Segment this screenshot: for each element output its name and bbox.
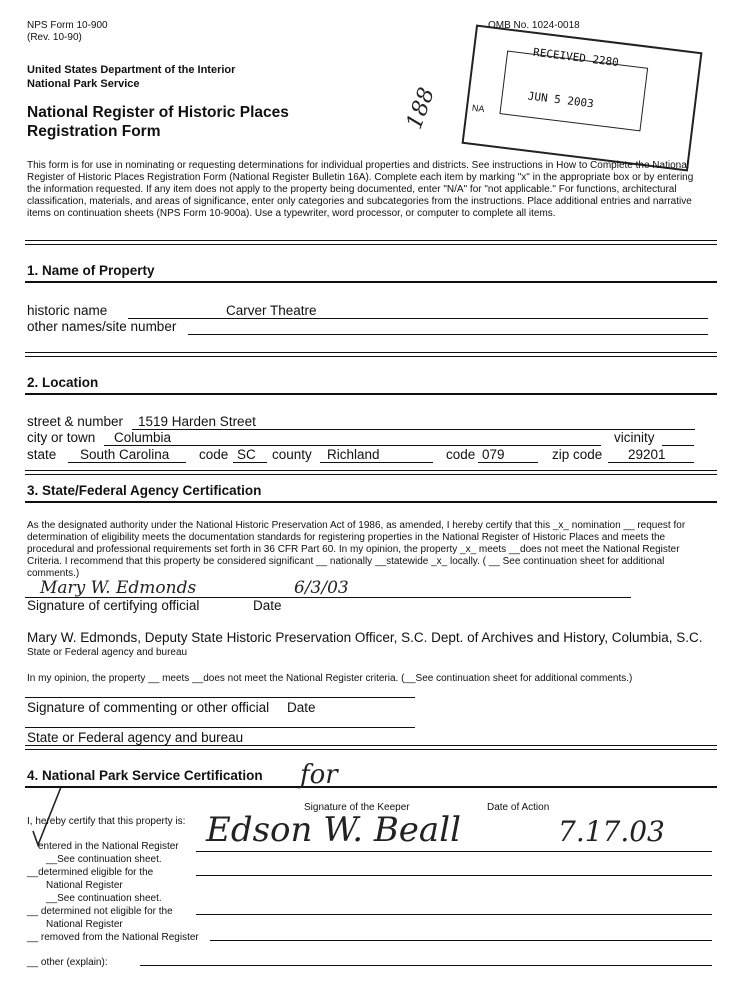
cert-line-5: comments.) [27,568,80,579]
removed-field[interactable] [210,940,712,941]
county-code-label: code [446,447,476,462]
city-label: city or town [27,430,96,445]
state-label: state [27,447,57,462]
divider [25,240,717,245]
action-date: 7.17.03 [558,815,665,848]
check-mark [30,785,64,847]
for-annotation: for [300,760,338,790]
state-code-label: code [199,447,229,462]
intro-line-1: This form is for use in nominating or requesting determinations for individual properties and districts. See instructions in How to Complete the National [27,160,689,171]
option-not-eligible: __ determined not eligible for the [27,906,173,917]
keeper-label: Signature of the Keeper [304,802,410,813]
other-field[interactable] [140,965,712,966]
zip-value[interactable]: 29201 [628,447,666,462]
certify-statement: I, hereby certify that this property is: [27,816,186,827]
omb-number: OMB No. 1024-0018 [488,20,580,31]
state-code-value[interactable]: SC [237,447,256,462]
option-eligible-register: National Register [46,880,123,891]
department: United States Department of the Interior [27,64,236,76]
commenting-signature-field[interactable] [25,697,415,698]
certifying-signature: Mary W. Edmonds [40,578,197,598]
stamp-nr: NA [471,102,486,115]
date-label: Date [253,598,282,613]
form-number: NPS Form 10-900 [27,20,108,31]
service: National Park Service [27,78,140,90]
option-not-eligible-register: National Register [46,919,123,930]
cert-line-2: determination of eligibility meets the documentation standards for registering properties in the National Register of Historic Places and meets the [27,532,666,543]
form-title: National Register of Historic Places [27,104,289,121]
action-date-label: Date of Action [487,802,550,813]
cert-line-3: procedural and professional requirements set forth in 36 CFR Part 60. In my opinion, the property _x_ meets __does not meet the National Register [27,544,680,555]
historic-name-label: historic name [27,303,108,318]
section-3-heading: 3. State/Federal Agency Certification [27,483,262,498]
intro-line-5: items on continuation sheets (NPS Form 10-900a). Use a typewriter, word processor, or computer to complete all items. [27,208,556,219]
section-2-heading: 2. Location [27,375,99,390]
stamp-date: JUN 5 2003 [527,89,595,111]
section-4-heading: 4. National Park Service Certification [27,768,263,783]
form-subtitle: Registration Form [27,123,161,140]
agency-field[interactable] [25,727,415,728]
margin-note: 188 [402,84,440,133]
eligible-field[interactable] [196,875,712,876]
cert-line-4: Criteria. I recommend that this property be considered significant __ nationally __statewide _x_ locally. ( __ See continuation sheet for additional [27,556,665,567]
signature-label: Signature of certifying official [27,598,200,613]
vicinity-field[interactable] [662,445,694,446]
agency-label-2: State or Federal agency and bureau [27,730,244,745]
street-value[interactable]: 1519 Harden Street [138,414,256,429]
certifying-official: Mary W. Edmonds, Deputy State Historic Preservation Officer, S.C. Dept. of Archives and History, Columbia, S.C. [27,630,703,645]
intro-line-3: the information requested. If any item does not apply to the property being documented, enter "N/A" for "not applicable." For functions, architectural [27,184,677,195]
county-code-value[interactable]: 079 [482,447,505,462]
cert-line-1: As the designated authority under the National Historic Preservation Act of 1986, as amended, I hereby certify that this _x_ nomination __ request for [27,520,686,531]
opinion-line: In my opinion, the property __ meets __does not meet the National Register criteria. (__See continuation sheet for additional comments.) [27,673,633,684]
not-eligible-field[interactable] [196,914,712,915]
commenting-date-label: Date [287,700,316,715]
other-names-label: other names/site number [27,319,177,334]
commenting-label: Signature of commenting or other official [27,700,270,715]
option-eligible: __determined eligible for the [27,867,154,878]
option-entered-continuation: __See continuation sheet. [46,854,162,865]
state-value[interactable]: South Carolina [80,447,170,462]
section-1-heading: 1. Name of Property [27,263,155,278]
zip-label: zip code [552,447,603,462]
option-other: __ other (explain): [27,957,108,968]
option-eligible-continuation: __See continuation sheet. [46,893,162,904]
city-value[interactable]: Columbia [114,430,172,445]
county-value[interactable]: Richland [327,447,380,462]
intro-line-4: classification, materials, and areas of significance, enter only categories and subcategories from the instructions. Place additional entries and narrative [27,196,692,207]
agency-label: State or Federal agency and bureau [27,647,188,658]
option-removed: __ removed from the National Register [27,932,199,943]
option-entered: entered in the National Register [38,841,179,852]
form-revision: (Rev. 10-90) [27,32,82,43]
historic-name-value[interactable]: Carver Theatre [226,303,317,318]
county-label: county [272,447,312,462]
vicinity-label: vicinity [614,430,655,445]
other-names-field[interactable] [188,334,708,335]
intro-line-2: Register of Historic Places Registration Form (National Register Bulletin 16A). Complete each item by marking "x" in the appropriate box or by entering [27,172,694,183]
keeper-signature: Edson W. Beall [206,810,461,850]
stamp-received: RECEIVED 2280 [532,45,620,70]
street-label: street & number [27,414,124,429]
certifying-date: 6/3/03 [294,578,349,598]
received-stamp [462,25,703,172]
